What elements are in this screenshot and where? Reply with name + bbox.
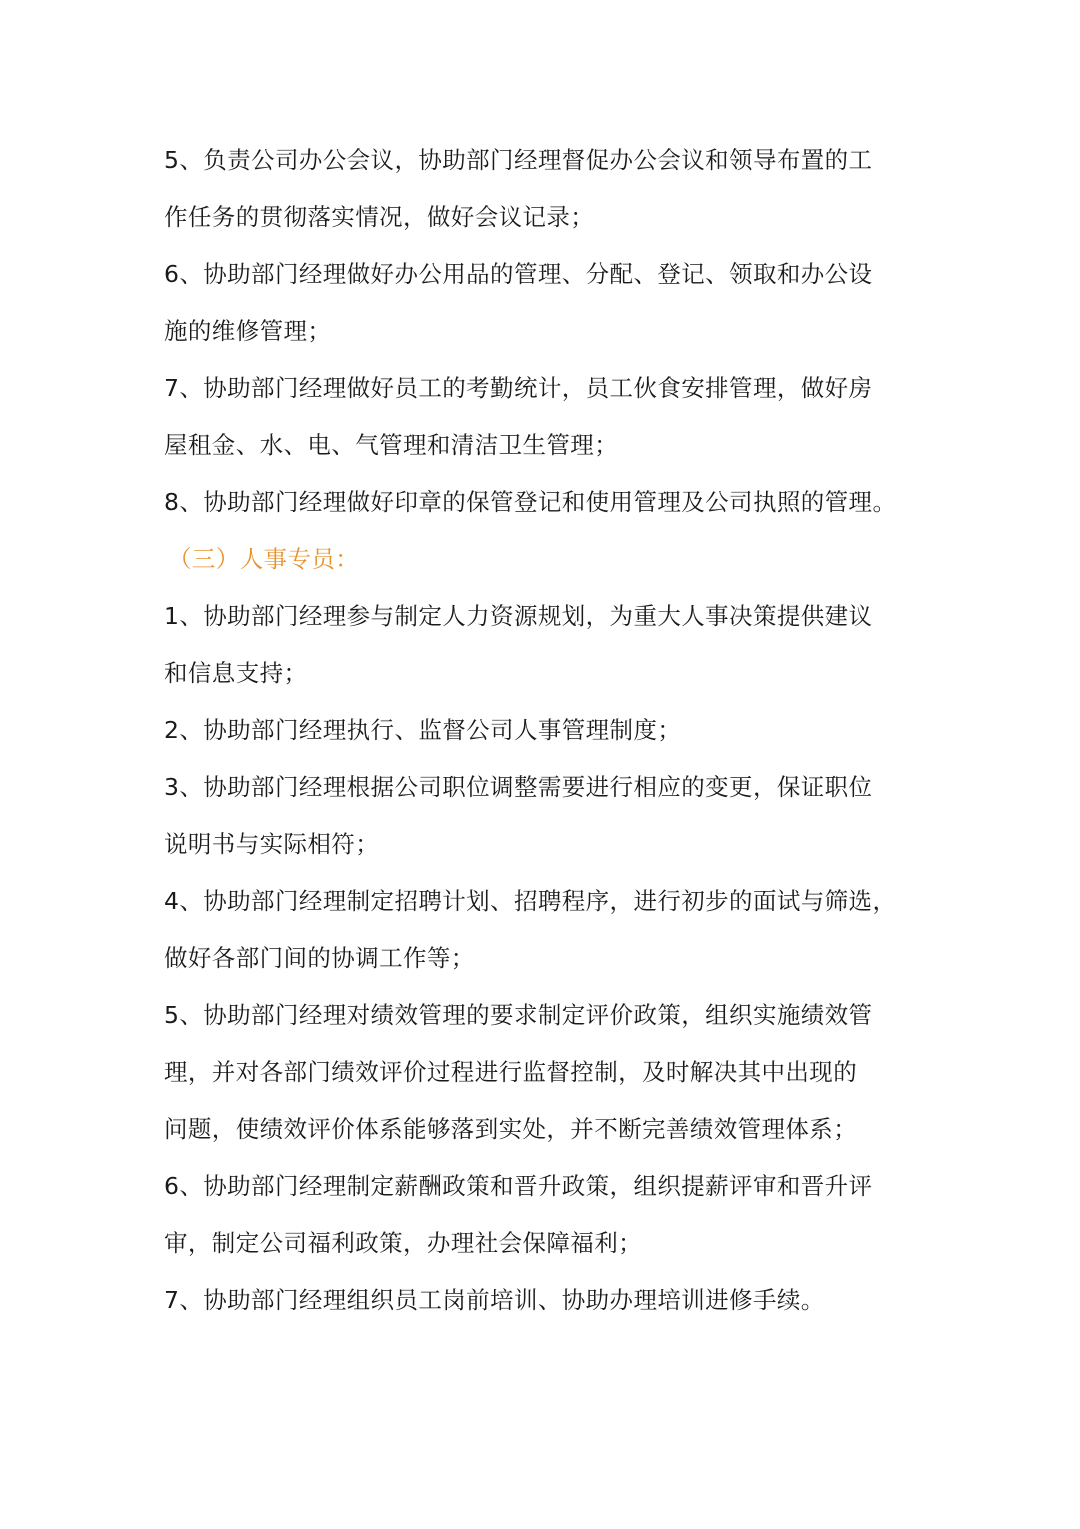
- text-line: 2、协助部门经理执行、监督公司人事管理制度；: [164, 716, 682, 744]
- text-line: 审，制定公司福利政策，办理社会保障福利；: [164, 1229, 642, 1257]
- section-heading: （三）人事专员：: [168, 545, 360, 573]
- text-line: 5、协助部门经理对绩效管理的要求制定评价政策，组织实施绩效管: [164, 1001, 873, 1029]
- text-line: 3、协助部门经理根据公司职位调整需要进行相应的变更，保证职位: [164, 773, 873, 801]
- document-body: [164, 132, 944, 1329]
- text-line: 6、协助部门经理做好办公用品的管理、分配、登记、领取和办公设: [164, 260, 873, 288]
- text-line: 8、协助部门经理做好印章的保管登记和使用管理及公司执照的管理。: [164, 488, 897, 516]
- text-line: 7、协助部门经理做好员工的考勤统计，员工伙食安排管理，做好房: [164, 374, 873, 402]
- text-line: 理，并对各部门绩效评价过程进行监督控制，及时解决其中出现的: [164, 1058, 858, 1086]
- text-line: 4、协助部门经理制定招聘计划、招聘程序，进行初步的面试与筛选，: [164, 887, 897, 915]
- text-line: 屋租金、水、电、气管理和清洁卫生管理；: [164, 431, 619, 459]
- text-line: 6、协助部门经理制定薪酬政策和晋升政策，组织提薪评审和晋升评: [164, 1172, 873, 1200]
- text-line: 7、协助部门经理组织员工岗前培训、协助办理培训进修手续。: [164, 1286, 825, 1314]
- text-line: 做好各部门间的协调工作等；: [164, 944, 475, 972]
- text-line: 1、协助部门经理参与制定人力资源规划，为重大人事决策提供建议: [164, 602, 873, 630]
- text-line: 问题，使绩效评价体系能够落到实处，并不断完善绩效管理体系；: [164, 1115, 858, 1143]
- text-line: 说明书与实际相符；: [164, 830, 380, 858]
- text-line: 施的维修管理；: [164, 317, 332, 345]
- text-line: 和信息支持；: [164, 659, 308, 687]
- text-line: 作任务的贯彻落实情况，做好会议记录；: [164, 203, 595, 231]
- text-line: 5、负责公司办公会议，协助部门经理督促办公会议和领导布置的工: [164, 146, 873, 174]
